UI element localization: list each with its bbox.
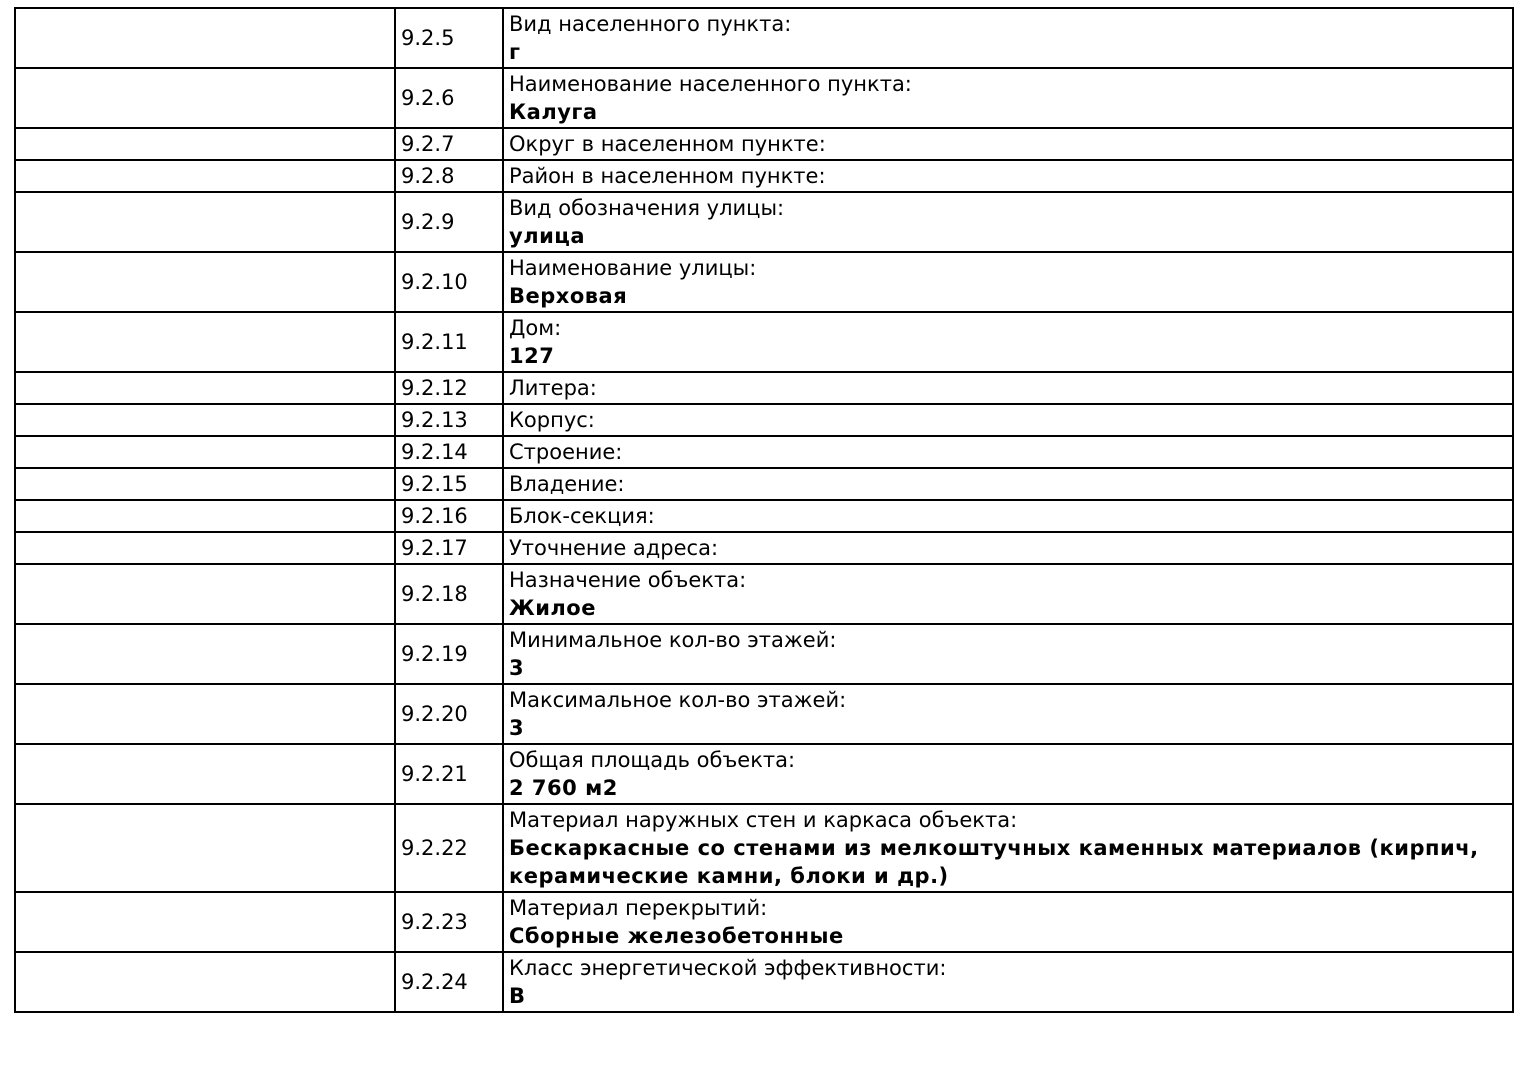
field-label: Район в населенном пункте:	[509, 164, 826, 188]
field-label: Класс энергетической эффективности:	[509, 956, 947, 980]
field-label: Дом:	[509, 316, 562, 340]
table-row	[15, 312, 1513, 372]
row-spacer-cell	[15, 892, 395, 952]
table-row	[15, 532, 1513, 564]
field-cell	[503, 68, 1513, 128]
row-spacer-cell	[15, 312, 395, 372]
table-body	[15, 8, 1513, 1012]
row-number: 9.2.13	[395, 404, 503, 436]
field-cell	[503, 564, 1513, 624]
field-label: Блок-секция:	[509, 504, 655, 528]
row-number: 9.2.19	[395, 624, 503, 684]
field-value: Сборные железобетонные	[509, 924, 844, 948]
field-value: В	[509, 984, 526, 1008]
table-row	[15, 804, 1513, 892]
row-spacer-cell	[15, 564, 395, 624]
field-cell	[503, 8, 1513, 68]
field-label: Материал наружных стен и каркаса объекта:	[509, 808, 1018, 832]
row-spacer-cell	[15, 252, 395, 312]
row-number: 9.2.7	[395, 128, 503, 160]
row-number: 9.2.24	[395, 952, 503, 1012]
row-number: 9.2.8	[395, 160, 503, 192]
field-cell	[503, 372, 1513, 404]
table-row	[15, 952, 1513, 1012]
row-number: 9.2.18	[395, 564, 503, 624]
field-cell	[503, 436, 1513, 468]
field-label: Наименование населенного пункта:	[509, 72, 912, 96]
row-spacer-cell	[15, 128, 395, 160]
field-value: 2 760 м2	[509, 776, 618, 800]
field-label: Вид обозначения улицы:	[509, 196, 785, 220]
field-label: Наименование улицы:	[509, 256, 757, 280]
field-cell	[503, 500, 1513, 532]
row-number: 9.2.11	[395, 312, 503, 372]
row-number: 9.2.16	[395, 500, 503, 532]
field-label: Общая площадь объекта:	[509, 748, 796, 772]
field-cell	[503, 192, 1513, 252]
field-label: Максимальное кол-во этажей:	[509, 688, 847, 712]
row-number: 9.2.15	[395, 468, 503, 500]
row-number: 9.2.12	[395, 372, 503, 404]
field-value: Бескаркасные со стенами из мелкоштучных каменных материалов (кирпич, керамические камни, блоки и др.)	[509, 836, 1479, 888]
field-label: Округ в населенном пункте:	[509, 132, 826, 156]
field-cell	[503, 744, 1513, 804]
field-cell	[503, 624, 1513, 684]
table-row	[15, 192, 1513, 252]
table-row	[15, 468, 1513, 500]
field-value: Жилое	[509, 596, 596, 620]
row-spacer-cell	[15, 804, 395, 892]
property-details-table	[14, 7, 1514, 1013]
field-cell	[503, 404, 1513, 436]
row-spacer-cell	[15, 160, 395, 192]
field-label: Назначение объекта:	[509, 568, 747, 592]
row-spacer-cell	[15, 952, 395, 1012]
table-row	[15, 684, 1513, 744]
table-row	[15, 68, 1513, 128]
field-cell	[503, 892, 1513, 952]
row-spacer-cell	[15, 436, 395, 468]
row-number: 9.2.17	[395, 532, 503, 564]
field-value: улица	[509, 224, 586, 248]
row-spacer-cell	[15, 192, 395, 252]
row-spacer-cell	[15, 500, 395, 532]
field-label: Владение:	[509, 472, 625, 496]
row-spacer-cell	[15, 8, 395, 68]
row-spacer-cell	[15, 624, 395, 684]
table-row	[15, 128, 1513, 160]
table-row	[15, 892, 1513, 952]
field-value: Верховая	[509, 284, 628, 308]
table-row	[15, 744, 1513, 804]
field-cell	[503, 128, 1513, 160]
table-row	[15, 160, 1513, 192]
row-spacer-cell	[15, 684, 395, 744]
field-label: Вид населенного пункта:	[509, 12, 792, 36]
row-number: 9.2.22	[395, 804, 503, 892]
field-label: Уточнение адреса:	[509, 536, 719, 560]
field-cell	[503, 684, 1513, 744]
field-label: Литера:	[509, 376, 597, 400]
row-number: 9.2.20	[395, 684, 503, 744]
row-number: 9.2.14	[395, 436, 503, 468]
field-label: Строение:	[509, 440, 623, 464]
row-number: 9.2.6	[395, 68, 503, 128]
row-spacer-cell	[15, 404, 395, 436]
row-spacer-cell	[15, 372, 395, 404]
field-value: 3	[509, 716, 525, 740]
row-spacer-cell	[15, 532, 395, 564]
field-cell	[503, 252, 1513, 312]
table-row	[15, 500, 1513, 532]
field-value: Калуга	[509, 100, 598, 124]
row-number: 9.2.5	[395, 8, 503, 68]
row-number: 9.2.21	[395, 744, 503, 804]
row-number: 9.2.10	[395, 252, 503, 312]
field-cell	[503, 804, 1513, 892]
field-value: 127	[509, 344, 555, 368]
row-spacer-cell	[15, 468, 395, 500]
field-label: Материал перекрытий:	[509, 896, 768, 920]
field-value: 3	[509, 656, 525, 680]
field-cell	[503, 160, 1513, 192]
field-value: г	[509, 40, 521, 64]
field-cell	[503, 532, 1513, 564]
field-cell	[503, 468, 1513, 500]
row-number: 9.2.23	[395, 892, 503, 952]
table-row	[15, 436, 1513, 468]
field-cell	[503, 952, 1513, 1012]
table-row	[15, 564, 1513, 624]
table-row	[15, 372, 1513, 404]
table-row	[15, 8, 1513, 68]
row-number: 9.2.9	[395, 192, 503, 252]
table-row	[15, 624, 1513, 684]
field-label: Минимальное кол-во этажей:	[509, 628, 837, 652]
table-row	[15, 252, 1513, 312]
row-spacer-cell	[15, 744, 395, 804]
field-label: Корпус:	[509, 408, 595, 432]
row-spacer-cell	[15, 68, 395, 128]
field-cell	[503, 312, 1513, 372]
table-row	[15, 404, 1513, 436]
